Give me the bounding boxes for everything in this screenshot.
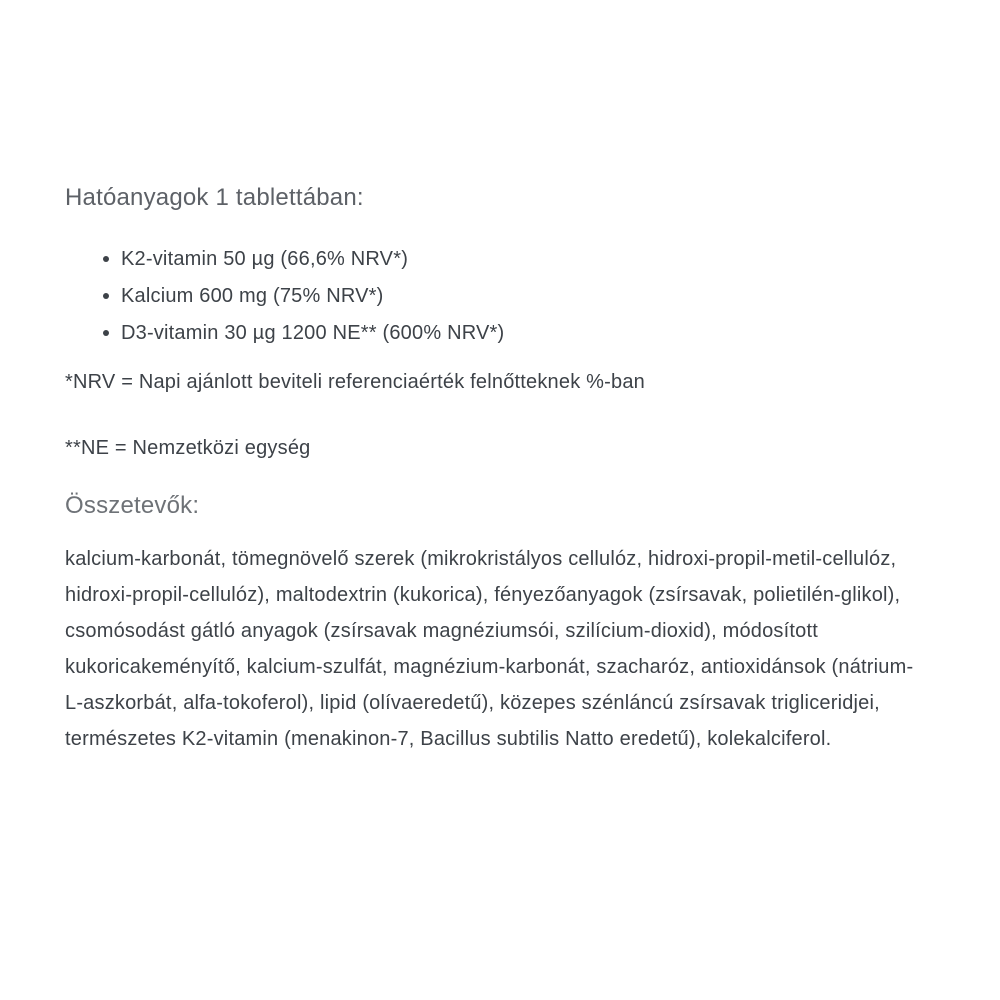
ingredients-paragraph: kalcium-karbonát, tömegnövelő szerek (mikrokristályos cellulóz, hidroxi-propil-metil-cellulóz, hidroxi-propil-cellulóz), maltodextrin (kukorica), fényezőanyagok (zsírsavak, polietilén-glikol), csomósodást gátló anyagok (zsírsavak magnéziumsói, szilícium-dioxid), módosított kukoricakeményítő, kalcium-szulfát, magnézium-karbonát, szacharóz, antioxidánsok (nátrium-L-aszkorbát, alfa-tokoferol), lipid (olívaeredetű), közepes szénláncú zsírsavak trigliceridjei, természetes K2-vitamin (menakinon-7, Bacillus subtilis Natto eredetű), kolekalciferol. [65,548,914,750]
product-description-content [65,183,927,757]
list-item: D3-vitamin 30 µg 1200 NE** (600% NRV*) [121,319,927,347]
active-ingredients-heading: Hatóanyagok 1 tablettában: [65,184,364,211]
active-ingredients-list [65,245,927,347]
ne-footnote: **NE = Nemzetközi egység [65,437,311,459]
nrv-footnote: *NRV = Napi ajánlott beviteli referenciaérték felnőtteknek %-ban [65,371,645,393]
ingredients-heading: Összetevők: [65,492,200,519]
list-item: Kalcium 600 mg (75% NRV*) [121,282,927,310]
list-item: K2-vitamin 50 µg (66,6% NRV*) [121,245,927,273]
